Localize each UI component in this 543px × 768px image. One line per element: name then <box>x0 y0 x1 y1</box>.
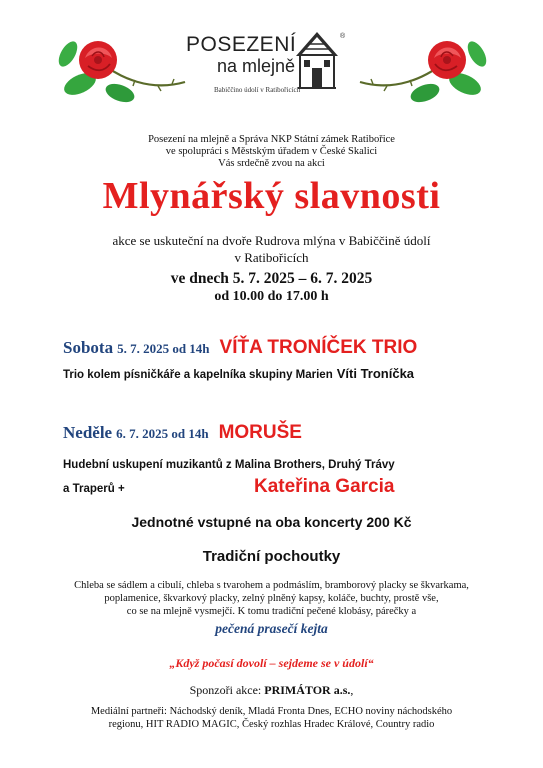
sponsor-label: Sponzoři akce: <box>189 683 262 697</box>
saturday-desc-b: Víti Troníčka <box>336 366 415 381</box>
food-line-2: poplamenice, škvarkový placky, zelný plněný kapsy, koláče, buchty, prostě vše, <box>104 593 439 604</box>
sponsor-name: PRIMÁTOR a.s. <box>264 683 351 697</box>
motto: „Když počasí dovolí – sejdeme se v údolí“ <box>169 656 374 670</box>
venue-line-1: akce se uskuteční na dvoře Rudrova mlýna v Babiččině údolí <box>112 233 431 248</box>
sunday-date: 6. 7. 2025 od 14h <box>116 426 209 441</box>
registered-mark: ® <box>340 33 346 40</box>
saturday-heading <box>63 337 417 359</box>
saturday-description <box>63 365 414 383</box>
saturday-date: 5. 7. 2025 od 14h <box>117 341 210 356</box>
intro-line-3: Vás srdečně zvou na akci <box>218 158 325 169</box>
saturday-day: Sobota <box>63 338 114 357</box>
sunday-day: Neděle <box>63 423 113 442</box>
sunday-desc-2: a Traperů + <box>63 483 125 495</box>
rose-right-icon <box>355 20 505 115</box>
food-line-3: co se na mlejně vysmejčí. K tomu tradiční pečené klobásy, párečky a <box>126 606 417 617</box>
media-line-1: Mediální partneři: Náchodský deník, Mladá Fronta Dnes, ECHO noviny náchodského <box>90 706 453 717</box>
food-heading: Tradiční pochoutky <box>202 548 341 565</box>
event-title: Mlynářský slavnosti <box>102 175 441 217</box>
sunday-band: MORUŠE <box>218 422 302 443</box>
saturday-desc-a: Trio kolem písničkáře a kapelníka skupiny Marien <box>63 369 333 381</box>
sponsor-suffix: , <box>350 683 354 697</box>
mill-house-icon <box>290 28 344 92</box>
venue-line-2: v Ratibořicích <box>234 250 309 265</box>
logo-subtitle: na mlejně <box>217 56 296 76</box>
intro-line-2: ve spolupráci s Městským úřadem v České Skalici <box>165 146 378 157</box>
rose-left-icon <box>40 20 190 115</box>
sunday-desc-1: Hudební uskupení muzikantů z Malina Brothers, Druhý Trávy <box>63 459 395 471</box>
ticket-price: Jednotné vstupné na oba koncerty 200 Kč <box>131 514 412 530</box>
sunday-heading <box>63 422 302 444</box>
event-dates: ve dnech 5. 7. 2025 – 6. 7. 2025 <box>170 270 373 287</box>
food-highlight: pečená prasečí kejta <box>215 621 328 636</box>
sponsor-line <box>0 683 543 698</box>
logo-tagline: Babiččino údolí v Ratibořicích <box>214 86 301 94</box>
intro-line-1: Posezení na mlejně a Správa NKP Státní zámek Ratibořice <box>148 134 395 145</box>
sunday-guest: Kateřina Garcia <box>254 476 395 497</box>
food-line-1: Chleba se sádlem a cibulí, chleba s tvarohem a podmáslím, bramborový placky se škvarkama, <box>74 580 469 591</box>
logo-title: POSEZENÍ <box>186 33 297 56</box>
media-line-2: regionu, HIT RADIO MAGIC, Český rozhlas Hradec Králové, Country radio <box>108 719 435 730</box>
event-hours: od 10.00 do 17.00 h <box>214 289 329 304</box>
saturday-band: VÍŤA TRONÍČEK TRIO <box>219 337 418 358</box>
